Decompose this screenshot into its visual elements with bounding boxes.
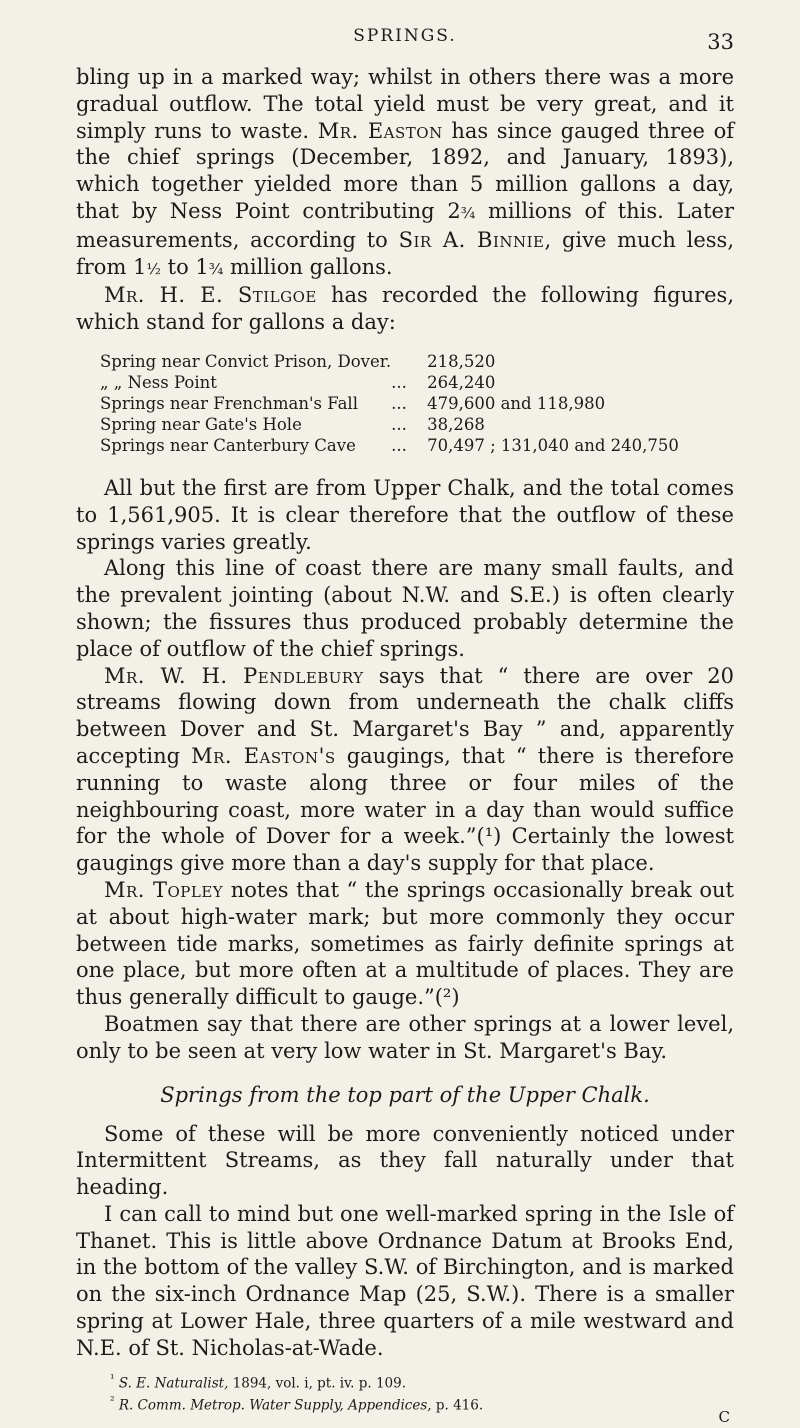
author-name: Mr. Easton's bbox=[191, 743, 336, 768]
table-row bbox=[100, 352, 679, 373]
paragraph-7: Boatmen say that there are other springs at a lower level, only to be seen at very low water in St. Margaret's Bay. bbox=[76, 1011, 734, 1063]
section-subheading: Springs from the top part of the Upper Chalk. bbox=[160, 1082, 650, 1107]
table-cell-figure: 38,268 bbox=[427, 414, 485, 434]
author-name: Mr. W. H. Pendlebury bbox=[104, 663, 364, 688]
footnote-1 bbox=[110, 1370, 734, 1393]
text-run: to 1 bbox=[160, 254, 209, 279]
paragraph-3: All but the first are from Upper Chalk, and the total comes to 1,561,905. It is clear therefore that the outflow of these springs varies greatly. bbox=[76, 475, 734, 554]
paragraph-8: Some of these will be more conveniently noticed under Intermittent Streams, as they fall naturally under that heading. bbox=[76, 1121, 734, 1200]
text-run: gaugings, that “ there is therefore running to waste along three or four miles of the neighbouring coast, more water in a day than would suffice for the whole of Dover for a week.”(¹) Certainly the lowest gaugings give more than a day's supply for that place. bbox=[76, 743, 735, 876]
table-row bbox=[100, 394, 679, 415]
paragraph-2 bbox=[76, 282, 734, 336]
fraction: ¾ bbox=[460, 203, 476, 222]
table-cell-dots: ... bbox=[391, 435, 407, 455]
footnote-source: S. E. Naturalist, bbox=[118, 1375, 229, 1392]
page-number: 33 bbox=[707, 30, 734, 54]
signature-mark: C bbox=[718, 1408, 730, 1426]
paragraph-9: I can call to mind but one well-marked spring in the Isle of Thanet. This is little above Ordnance Datum at Brooks End, in the bottom of the valley S.W. of Birchington, and is marked on the six-inch Ordnance Map (25, S.W.). There is a smaller spring at Lower Hale, three quarters of a mile westward and N.E. of St. Nicholas-at-Wade. bbox=[76, 1201, 734, 1360]
table-cell-place: Spring near Convict Prison, Dover. bbox=[100, 351, 392, 371]
paragraph-4: Along this line of coast there are many small faults, and the prevalent jointing (about N.W. and S.E.) is often clearly shown; the fissures thus produced probably determine the place of outflow of the chief springs. bbox=[76, 556, 734, 661]
table-cell-place: Spring near Gate's Hole bbox=[100, 414, 302, 434]
footnote-2 bbox=[110, 1392, 734, 1415]
table-cell-figure: 264,240 bbox=[427, 372, 496, 392]
text-run: , give much less, from 1 bbox=[76, 227, 734, 279]
text-run: has since gauged three of the chief springs (December, 1892, and January, 1893), which together yielded more than 5 million gallons a day, that by Ness Point contributing 2 bbox=[76, 118, 734, 223]
author-name: Mr. Topley bbox=[104, 877, 224, 902]
table-cell-dots: ... bbox=[391, 372, 407, 392]
table-row bbox=[100, 373, 679, 394]
table-cell-place: Springs near Frenchman's Fall bbox=[100, 393, 358, 413]
footnote-text: 1894, vol. i, pt. iv. p. 109. bbox=[228, 1375, 407, 1392]
text-run: says that “ there are over 20 streams flowing down from underneath the chalk cliffs between Dover and St. Margaret's Bay ” and, apparently accepting bbox=[76, 663, 734, 768]
page-header bbox=[76, 0, 734, 64]
table-cell-dots bbox=[391, 352, 427, 373]
footnote-mark: ² bbox=[110, 1394, 115, 1408]
text-run: notes that “ the springs occasionally break out at about high-water mark; but more commonly they occur between tide marks, sometimes as fairly definite springs at one place, but more often at a multitude of places. They are thus generally difficult to gauge.”(²) bbox=[76, 877, 734, 1010]
paragraph-1 bbox=[76, 64, 734, 282]
footnote-source: R. Comm. Metrop. Water Supply, Appendices, bbox=[118, 1397, 432, 1414]
text-run: millions of this. Later measurements, according to bbox=[76, 198, 735, 252]
fraction: ¾ bbox=[208, 259, 224, 278]
table-cell-place: „ „ Ness Point bbox=[100, 372, 217, 392]
table-row bbox=[100, 436, 679, 457]
table-cell-place: Springs near Canterbury Cave bbox=[100, 435, 356, 455]
running-head: SPRINGS. bbox=[353, 26, 457, 46]
text-run: bling up in a marked way; whilst in others there was a more gradual outflow. The total yield must be very great, and it simply runs to waste. bbox=[76, 65, 734, 143]
table-cell-figure: 218,520 bbox=[427, 351, 496, 371]
table-cell-dots: ... bbox=[391, 393, 407, 413]
spring-figures-table bbox=[100, 352, 679, 457]
text-run: has recorded the following figures, which stand for gallons a day: bbox=[76, 283, 735, 335]
table-cell-figure: 70,497 ; 131,040 and 240,750 bbox=[427, 435, 679, 455]
paragraph-5 bbox=[76, 663, 734, 877]
footnote-text: p. 416. bbox=[431, 1397, 484, 1414]
footnote-mark: ¹ bbox=[110, 1371, 115, 1385]
author-name: Sir A. Binnie bbox=[398, 227, 545, 252]
text-run: million gallons. bbox=[223, 254, 393, 279]
author-name: Mr. H. E. Stilgoe bbox=[104, 283, 317, 308]
footnotes bbox=[76, 1370, 734, 1415]
table-row bbox=[100, 415, 679, 436]
table-cell-figure: 479,600 and 118,980 bbox=[427, 393, 606, 413]
paragraph-6 bbox=[76, 877, 734, 1011]
author-name: Mr. Easton bbox=[317, 118, 443, 143]
table-cell-dots: ... bbox=[391, 414, 407, 434]
fraction: ½ bbox=[146, 259, 161, 278]
